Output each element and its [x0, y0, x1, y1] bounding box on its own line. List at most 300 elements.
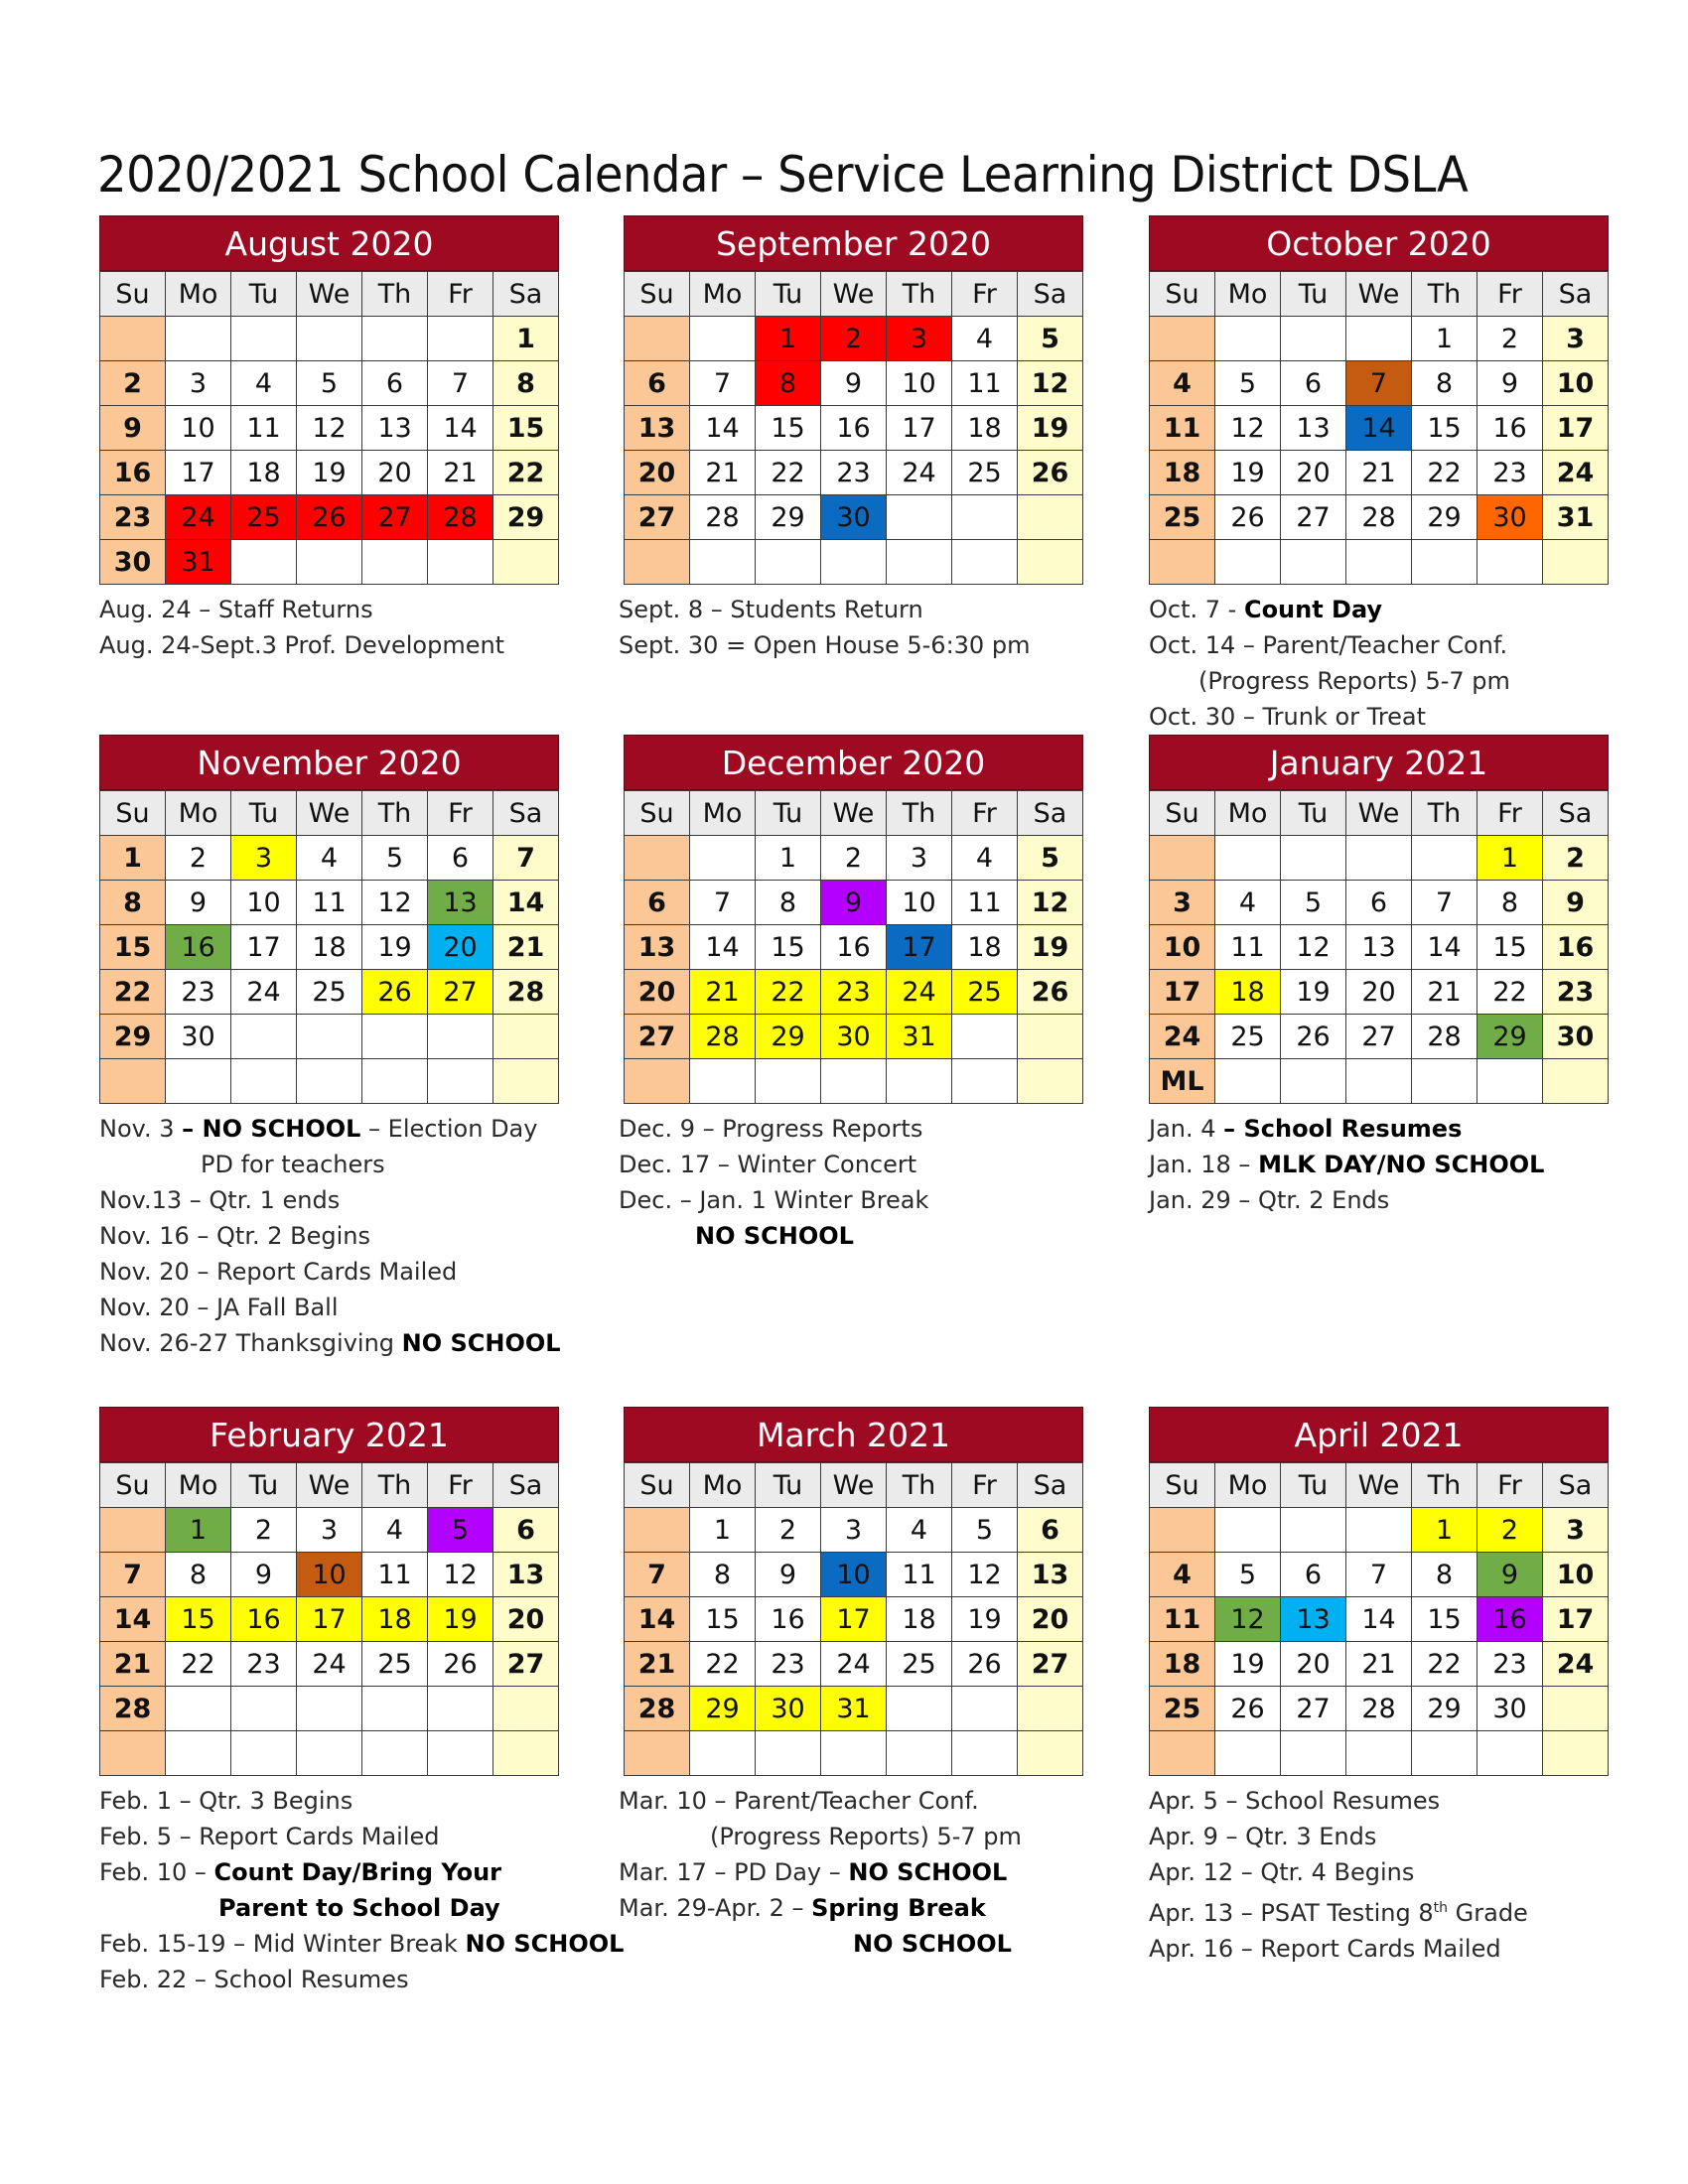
- day-cell: 5: [1281, 881, 1346, 925]
- empty-cell: [231, 1015, 297, 1059]
- weekday-sa: Sa: [493, 1463, 559, 1508]
- note-line: [1149, 1854, 1688, 1890]
- note-text: Apr. 13 – PSAT Testing 8: [1149, 1899, 1434, 1927]
- month-title: September 2020: [624, 215, 1083, 271]
- empty-cell: [821, 540, 887, 585]
- month-table: [624, 271, 1083, 585]
- day-cell: 3: [297, 1508, 362, 1553]
- empty-cell: [362, 1687, 428, 1731]
- day-cell: ML: [1150, 1059, 1215, 1104]
- note-line: [1149, 1819, 1688, 1854]
- note-text: Mar. 10 – Parent/Teacher Conf.: [619, 1787, 979, 1815]
- weekday-fr: Fr: [1477, 1463, 1543, 1508]
- weekday-tu: Tu: [756, 272, 821, 317]
- note-text: Dec. 17 – Winter Concert: [619, 1151, 917, 1178]
- weekday-su: Su: [1150, 1463, 1215, 1508]
- note-line: [1149, 663, 1688, 699]
- day-cell: 18: [231, 451, 297, 495]
- day-cell: 16: [1543, 925, 1609, 970]
- day-cell-highlighted: 22: [756, 970, 821, 1015]
- note-text: Feb. 10 –: [99, 1858, 214, 1886]
- day-cell-highlighted: 3: [887, 317, 952, 361]
- week-row: [1150, 1642, 1609, 1687]
- day-cell-highlighted: 18: [362, 1597, 428, 1642]
- day-cell: 17: [887, 406, 952, 451]
- empty-cell: [1281, 317, 1346, 361]
- weekday-we: We: [1346, 272, 1412, 317]
- day-cell: 2: [231, 1508, 297, 1553]
- weekday-header-row: [100, 791, 559, 836]
- empty-cell: [1215, 1508, 1281, 1553]
- weekday-header-row: [625, 272, 1083, 317]
- day-cell: 8: [1412, 1553, 1477, 1597]
- empty-cell: [493, 1059, 559, 1104]
- day-cell-highlighted: 10: [297, 1553, 362, 1597]
- note-text: Dec. 9 – Progress Reports: [619, 1115, 923, 1143]
- weekday-header-row: [100, 1463, 559, 1508]
- empty-cell: [428, 1731, 493, 1776]
- note-emphasis: MLK DAY/NO SCHOOL: [1258, 1151, 1545, 1178]
- weekday-fr: Fr: [1477, 791, 1543, 836]
- day-cell: 16: [100, 451, 166, 495]
- weekday-we: We: [297, 791, 362, 836]
- week-row: [625, 540, 1083, 585]
- week-row: [625, 317, 1083, 361]
- week-row: [1150, 406, 1609, 451]
- empty-cell: [100, 1508, 166, 1553]
- note-line: [1149, 1147, 1688, 1182]
- weekday-tu: Tu: [756, 1463, 821, 1508]
- day-cell-highlighted: 21: [690, 970, 756, 1015]
- day-cell: 13: [1346, 925, 1412, 970]
- week-row: [100, 1731, 559, 1776]
- day-cell: 2: [821, 836, 887, 881]
- day-cell: 2: [756, 1508, 821, 1553]
- month-notes: [1149, 1111, 1688, 1218]
- month-notes: [1149, 592, 1688, 735]
- empty-cell: [100, 317, 166, 361]
- day-cell-highlighted: 25: [952, 970, 1018, 1015]
- day-cell: 19: [1215, 451, 1281, 495]
- day-cell: 16: [756, 1597, 821, 1642]
- day-cell: 18: [297, 925, 362, 970]
- week-row: [100, 1597, 559, 1642]
- day-cell: 25: [1215, 1015, 1281, 1059]
- week-row: [625, 1687, 1083, 1731]
- note-line: [99, 1926, 655, 1962]
- day-cell: 9: [821, 361, 887, 406]
- weekday-sa: Sa: [493, 272, 559, 317]
- empty-cell: [493, 1731, 559, 1776]
- note-line: [619, 1890, 1175, 1926]
- month-january-2021: [1149, 735, 1609, 1104]
- note-text-after: Grade: [1448, 1899, 1528, 1927]
- day-cell: 8: [493, 361, 559, 406]
- empty-cell: [1412, 836, 1477, 881]
- day-cell: 19: [362, 925, 428, 970]
- empty-cell: [690, 1059, 756, 1104]
- day-cell: 2: [100, 361, 166, 406]
- empty-cell: [166, 1687, 231, 1731]
- day-cell: 11: [362, 1553, 428, 1597]
- weekday-th: Th: [362, 791, 428, 836]
- note-line: [1149, 592, 1688, 627]
- day-cell: 26: [1215, 495, 1281, 540]
- week-row: [625, 451, 1083, 495]
- note-text: Nov. 26-27 Thanksgiving: [99, 1329, 402, 1357]
- month-september-2020: [624, 215, 1083, 585]
- day-cell: 23: [231, 1642, 297, 1687]
- empty-cell: [166, 1731, 231, 1776]
- week-row: [625, 1597, 1083, 1642]
- week-row: [100, 925, 559, 970]
- month-notes: [1149, 1783, 1688, 1967]
- day-cell: 11: [231, 406, 297, 451]
- empty-cell: [952, 1687, 1018, 1731]
- empty-cell: [1543, 540, 1609, 585]
- day-cell-highlighted: 19: [428, 1597, 493, 1642]
- empty-cell: [297, 1059, 362, 1104]
- day-cell: 10: [887, 881, 952, 925]
- day-cell: 24: [231, 970, 297, 1015]
- day-cell: 22: [1477, 970, 1543, 1015]
- note-emphasis: Count Day/Bring Your: [213, 1858, 501, 1886]
- month-title: March 2021: [624, 1407, 1083, 1462]
- note-text: Mar. 29-Apr. 2 –: [619, 1894, 812, 1922]
- day-cell: 20: [625, 970, 690, 1015]
- day-cell: 6: [428, 836, 493, 881]
- note-line: [99, 1182, 655, 1218]
- day-cell: 13: [625, 406, 690, 451]
- day-cell: 28: [690, 495, 756, 540]
- empty-cell: [1215, 317, 1281, 361]
- day-cell-highlighted: 24: [887, 970, 952, 1015]
- month-notes: [99, 1783, 655, 1997]
- empty-cell: [887, 1731, 952, 1776]
- weekday-tu: Tu: [1281, 272, 1346, 317]
- empty-cell: [1215, 540, 1281, 585]
- note-line: [99, 1111, 655, 1147]
- day-cell: 5: [1018, 836, 1083, 881]
- month-table: [99, 1462, 559, 1776]
- day-cell: 19: [297, 451, 362, 495]
- empty-cell: [1412, 540, 1477, 585]
- weekday-header-row: [1150, 1463, 1609, 1508]
- day-cell: 9: [1543, 881, 1609, 925]
- day-cell: 25: [1150, 495, 1215, 540]
- day-cell: 17: [231, 925, 297, 970]
- month-title: August 2020: [99, 215, 559, 271]
- note-text: Oct. 14 – Parent/Teacher Conf.: [1149, 631, 1508, 659]
- note-line: [1149, 1182, 1688, 1218]
- note-line: [1149, 1783, 1688, 1819]
- note-emphasis: NO SCHOOL: [853, 1930, 1012, 1958]
- day-cell: 27: [493, 1642, 559, 1687]
- day-cell: 20: [1281, 451, 1346, 495]
- note-line: [619, 1854, 1175, 1890]
- note-emphasis: – School Resumes: [1223, 1115, 1463, 1143]
- day-cell: 19: [1018, 925, 1083, 970]
- empty-cell: [428, 1687, 493, 1731]
- empty-cell: [690, 1731, 756, 1776]
- note-line: [99, 1147, 655, 1182]
- note-line: [619, 1147, 1175, 1182]
- note-text: Apr. 9 – Qtr. 3 Ends: [1149, 1823, 1377, 1850]
- day-cell: 18: [887, 1597, 952, 1642]
- day-cell: 12: [1215, 406, 1281, 451]
- empty-cell: [952, 1015, 1018, 1059]
- empty-cell: [1281, 836, 1346, 881]
- day-cell: 4: [362, 1508, 428, 1553]
- day-cell: 6: [1281, 1553, 1346, 1597]
- empty-cell: [1215, 1731, 1281, 1776]
- day-cell: 25: [887, 1642, 952, 1687]
- day-cell: 6: [1346, 881, 1412, 925]
- day-cell: 30: [166, 1015, 231, 1059]
- note-emphasis: Count Day: [1243, 596, 1383, 623]
- week-row: [1150, 1597, 1609, 1642]
- empty-cell: [1346, 540, 1412, 585]
- day-cell-highlighted: 5: [428, 1508, 493, 1553]
- empty-cell: [362, 317, 428, 361]
- day-cell: 9: [100, 406, 166, 451]
- month-table: [1149, 271, 1609, 585]
- day-cell: 30: [100, 540, 166, 585]
- day-cell: 27: [1018, 1642, 1083, 1687]
- weekday-mo: Mo: [690, 791, 756, 836]
- week-row: [625, 361, 1083, 406]
- day-cell: 3: [887, 836, 952, 881]
- weekday-tu: Tu: [231, 272, 297, 317]
- weekday-we: We: [821, 272, 887, 317]
- day-cell: 7: [428, 361, 493, 406]
- day-cell-highlighted: 30: [756, 1687, 821, 1731]
- weekday-su: Su: [100, 791, 166, 836]
- day-cell: 19: [1281, 970, 1346, 1015]
- week-row: [100, 836, 559, 881]
- day-cell: 3: [166, 361, 231, 406]
- empty-cell: [756, 1731, 821, 1776]
- note-text: Oct. 30 – Trunk or Treat: [1149, 703, 1427, 731]
- day-cell: 6: [625, 881, 690, 925]
- week-row: [1150, 925, 1609, 970]
- weekday-we: We: [821, 1463, 887, 1508]
- empty-cell: [952, 540, 1018, 585]
- empty-cell: [821, 1731, 887, 1776]
- day-cell: 28: [1412, 1015, 1477, 1059]
- day-cell: 16: [1477, 406, 1543, 451]
- month-notes: [619, 1783, 1175, 1962]
- note-text: Feb. 5 – Report Cards Mailed: [99, 1823, 440, 1850]
- weekday-th: Th: [362, 272, 428, 317]
- day-cell-highlighted: 28: [690, 1015, 756, 1059]
- note-line: [619, 592, 1175, 627]
- weekday-fr: Fr: [952, 791, 1018, 836]
- week-row: [1150, 361, 1609, 406]
- weekday-header-row: [1150, 791, 1609, 836]
- weekday-th: Th: [887, 1463, 952, 1508]
- day-cell: 22: [166, 1642, 231, 1687]
- note-line: [99, 592, 655, 627]
- empty-cell: [231, 540, 297, 585]
- day-cell: 21: [428, 451, 493, 495]
- empty-cell: [1346, 317, 1412, 361]
- note-text: Apr. 5 – School Resumes: [1149, 1787, 1441, 1815]
- empty-cell: [362, 1059, 428, 1104]
- day-cell: 23: [1477, 1642, 1543, 1687]
- note-line: [99, 1962, 655, 1997]
- day-cell: 21: [690, 451, 756, 495]
- day-cell-highlighted: 30: [821, 1015, 887, 1059]
- day-cell-highlighted: 20: [428, 925, 493, 970]
- day-cell: 12: [1018, 881, 1083, 925]
- month-notes: [99, 1111, 655, 1361]
- weekday-header-row: [625, 1463, 1083, 1508]
- week-row: [625, 1059, 1083, 1104]
- empty-cell: [1018, 1059, 1083, 1104]
- day-cell-highlighted: 2: [1477, 1508, 1543, 1553]
- week-row: [1150, 1687, 1609, 1731]
- month-table: [624, 790, 1083, 1104]
- day-cell: 13: [1281, 406, 1346, 451]
- day-cell: 19: [1018, 406, 1083, 451]
- note-text: Apr. 12 – Qtr. 4 Begins: [1149, 1858, 1415, 1886]
- day-cell: 20: [1018, 1597, 1083, 1642]
- day-cell: 21: [1412, 970, 1477, 1015]
- weekday-tu: Tu: [1281, 791, 1346, 836]
- weekday-fr: Fr: [428, 272, 493, 317]
- empty-cell: [952, 1059, 1018, 1104]
- day-cell: 6: [625, 361, 690, 406]
- day-cell: 25: [952, 451, 1018, 495]
- note-emphasis: NO SCHOOL: [695, 1222, 854, 1250]
- day-cell: 3: [1543, 317, 1609, 361]
- note-text: Nov. 20 – Report Cards Mailed: [99, 1258, 458, 1286]
- empty-cell: [297, 317, 362, 361]
- day-cell: 12: [952, 1553, 1018, 1597]
- weekday-we: We: [297, 1463, 362, 1508]
- day-cell: 28: [100, 1687, 166, 1731]
- weekday-fr: Fr: [428, 791, 493, 836]
- day-cell: 29: [1412, 1687, 1477, 1731]
- day-cell: 16: [821, 925, 887, 970]
- day-cell: 17: [166, 451, 231, 495]
- day-cell-highlighted: 14: [1346, 406, 1412, 451]
- day-cell-highlighted: 1: [1412, 1508, 1477, 1553]
- day-cell: 6: [493, 1508, 559, 1553]
- day-cell: 24: [821, 1642, 887, 1687]
- week-row: [100, 495, 559, 540]
- day-cell: 26: [428, 1642, 493, 1687]
- day-cell: 25: [297, 970, 362, 1015]
- day-cell: 25: [1150, 1687, 1215, 1731]
- empty-cell: [1150, 540, 1215, 585]
- day-cell-highlighted: 1: [166, 1508, 231, 1553]
- day-cell: 14: [428, 406, 493, 451]
- empty-cell: [231, 1059, 297, 1104]
- note-line: [99, 1854, 655, 1890]
- day-cell: 2: [1543, 836, 1609, 881]
- week-row: [625, 1731, 1083, 1776]
- week-row: [1150, 317, 1609, 361]
- day-cell: 21: [100, 1642, 166, 1687]
- day-cell: 1: [690, 1508, 756, 1553]
- week-row: [100, 1687, 559, 1731]
- day-cell: 15: [756, 925, 821, 970]
- day-cell: 30: [1543, 1015, 1609, 1059]
- day-cell: 22: [493, 451, 559, 495]
- empty-cell: [952, 495, 1018, 540]
- empty-cell: [428, 540, 493, 585]
- weekday-mo: Mo: [1215, 1463, 1281, 1508]
- weekday-tu: Tu: [756, 791, 821, 836]
- empty-cell: [1477, 1731, 1543, 1776]
- day-cell: 27: [1281, 495, 1346, 540]
- week-row: [100, 451, 559, 495]
- empty-cell: [231, 317, 297, 361]
- note-text: Oct. 7 -: [1149, 596, 1244, 623]
- note-text: Nov.13 – Qtr. 1 ends: [99, 1186, 341, 1214]
- empty-cell: [1150, 1508, 1215, 1553]
- week-row: [1150, 836, 1609, 881]
- day-cell: 17: [1150, 970, 1215, 1015]
- note-text: Jan. 18 –: [1149, 1151, 1259, 1178]
- day-cell: 26: [1018, 451, 1083, 495]
- day-cell: 23: [1543, 970, 1609, 1015]
- month-title: April 2021: [1149, 1407, 1609, 1462]
- day-cell: 27: [625, 495, 690, 540]
- day-cell: 20: [493, 1597, 559, 1642]
- week-row: [1150, 1553, 1609, 1597]
- day-cell-highlighted: 27: [428, 970, 493, 1015]
- empty-cell: [1543, 1731, 1609, 1776]
- day-cell: 3: [1543, 1508, 1609, 1553]
- day-cell: 23: [821, 451, 887, 495]
- day-cell: 16: [821, 406, 887, 451]
- day-cell: 2: [1477, 317, 1543, 361]
- empty-cell: [428, 1015, 493, 1059]
- day-cell-highlighted: 27: [362, 495, 428, 540]
- day-cell: 10: [1543, 361, 1609, 406]
- weekday-sa: Sa: [1018, 1463, 1083, 1508]
- empty-cell: [1150, 317, 1215, 361]
- day-cell: 9: [231, 1553, 297, 1597]
- day-cell-highlighted: 9: [821, 881, 887, 925]
- note-line: [1149, 699, 1688, 735]
- weekday-sa: Sa: [1543, 791, 1609, 836]
- day-cell-highlighted: 3: [231, 836, 297, 881]
- day-cell: 26: [952, 1642, 1018, 1687]
- empty-cell: [297, 540, 362, 585]
- weekday-header-row: [1150, 272, 1609, 317]
- weekday-header-row: [625, 791, 1083, 836]
- day-cell: 4: [297, 836, 362, 881]
- day-cell: 18: [1150, 1642, 1215, 1687]
- day-cell: 26: [1018, 970, 1083, 1015]
- month-notes: [99, 592, 655, 663]
- day-cell-highlighted: 29: [690, 1687, 756, 1731]
- note-text: Aug. 24 – Staff Returns: [99, 596, 373, 623]
- day-cell: 27: [625, 1015, 690, 1059]
- day-cell-highlighted: 1: [1477, 836, 1543, 881]
- empty-cell: [1412, 1059, 1477, 1104]
- day-cell: 27: [1281, 1687, 1346, 1731]
- day-cell: 7: [493, 836, 559, 881]
- empty-cell: [428, 1059, 493, 1104]
- note-line: [619, 1926, 1175, 1962]
- empty-cell: [690, 540, 756, 585]
- empty-cell: [297, 1015, 362, 1059]
